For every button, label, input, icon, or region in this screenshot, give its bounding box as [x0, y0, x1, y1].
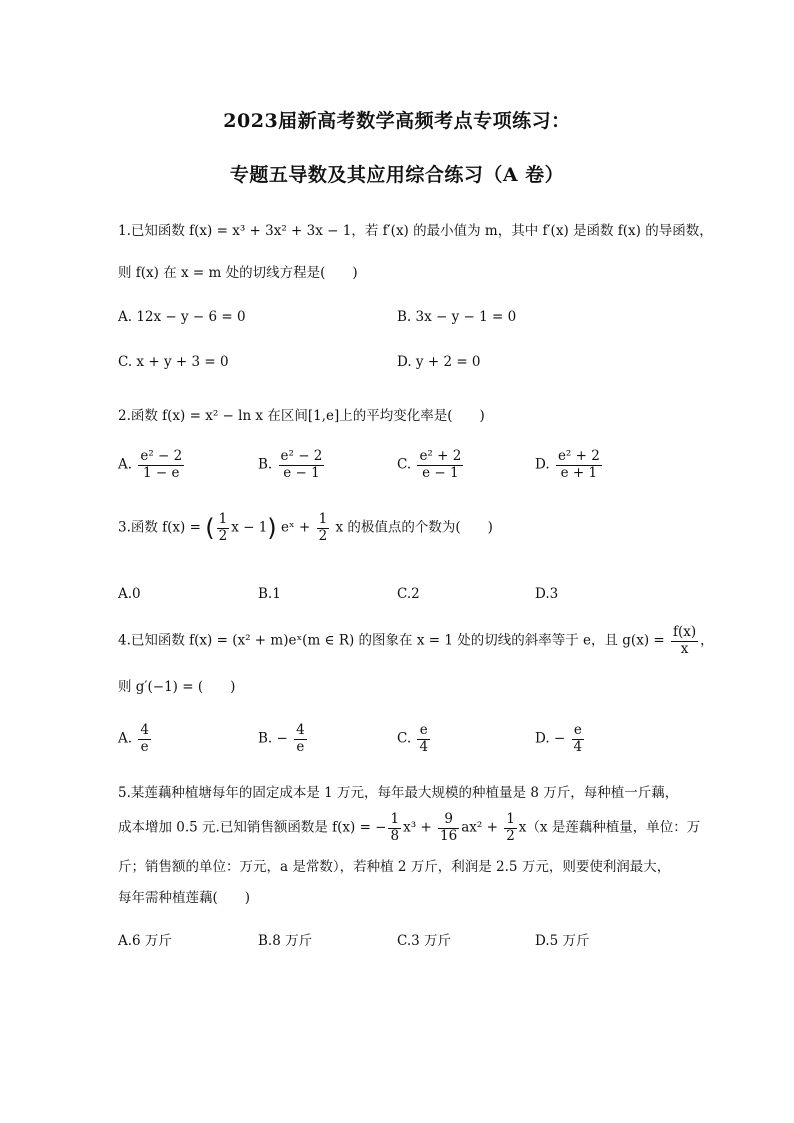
q5-stem-line4: 每年需种植莲藕( ) — [118, 890, 251, 906]
q3-option-d: D.3 — [535, 586, 559, 602]
q2-option-a-denominator: 1 − e — [143, 464, 180, 481]
q2-option-b-denominator: e − 1 — [283, 464, 320, 481]
q3-right-paren: ) — [267, 514, 277, 543]
q2-option-d — [535, 449, 604, 481]
q2-option-a-label: A. — [118, 456, 133, 473]
q3-inner-expression: x − 1 — [231, 519, 268, 536]
q1-option-d: D. y + 2 = 0 — [397, 354, 481, 370]
q4-option-a-fraction — [138, 723, 151, 755]
q3-half-2-numerator: 1 — [318, 511, 328, 527]
q2-option-b-numerator: e² − 2 — [280, 448, 323, 464]
q4-stem-line1 — [118, 625, 714, 657]
q3-option-c: C.2 — [397, 586, 420, 602]
q3-half-fraction-2 — [317, 512, 330, 544]
q3-exponential-term: eˣ + — [280, 519, 311, 536]
q5-fraction-1-numerator: 1 — [390, 811, 400, 827]
q2-option-d-fraction — [556, 449, 602, 481]
q4-option-b — [258, 723, 309, 755]
q5-option-b: B.8 万斤 — [258, 933, 313, 949]
q4-option-d-label: D. − — [535, 730, 566, 747]
q4-option-b-fraction — [294, 723, 307, 755]
q3-stem-prefix: 3.函数 f(x) = — [118, 519, 201, 536]
q3-option-b: B.1 — [258, 586, 281, 602]
q4-option-d-numerator: e — [572, 723, 585, 740]
q4-option-d — [535, 723, 586, 755]
q3-half-2-denominator: 2 — [318, 527, 328, 544]
q2-option-c-fraction — [417, 449, 463, 481]
q3-stem — [118, 512, 493, 544]
q3-option-a: A.0 — [118, 586, 141, 602]
q4-g-numerator: f(x) — [672, 624, 697, 640]
q4-option-c-numerator: e — [417, 723, 430, 740]
q5-option-d: D.5 万斤 — [535, 933, 590, 949]
q4-option-a-denominator: e — [140, 738, 149, 755]
q5-stem-line3: 斤；销售额的单位：万元，a 是常数），若种植 2 万斤，利润是 2.5 万元，则要使利润最大， — [118, 859, 671, 875]
page-title: 2023届新高考数学高频考点专项练习： — [223, 110, 571, 132]
q4-option-d-fraction — [572, 723, 585, 755]
q4-option-b-label: B. − — [258, 730, 288, 747]
q5-line2-suffix: x（x 是莲藕种植量，单位：万 — [518, 819, 701, 836]
q4-stem-line2: 则 g′(−1) = ( ) — [118, 679, 236, 695]
q5-fraction-2-denominator: 16 — [440, 827, 458, 844]
q3-left-paren: ( — [205, 514, 215, 543]
q1-stem-line2: 则 f(x) 在 x = m 处的切线方程是( ) — [118, 265, 358, 281]
q5-option-c: C.3 万斤 — [397, 933, 452, 949]
q2-option-c-denominator: e − 1 — [422, 464, 459, 481]
q4-g-fraction — [671, 625, 698, 657]
q3-half-1-denominator: 2 — [218, 527, 228, 544]
q2-option-d-label: D. — [535, 456, 550, 473]
q2-option-a-fraction — [138, 449, 184, 481]
q1-stem-line1: 1.已知函数 f(x) = x³ + 3x² + 3x − 1，若 f′(x) 的最小值为 m，其中 f′(x) 是函数 f(x) 的导函数， — [118, 223, 713, 239]
q4-g-denominator: x — [680, 640, 689, 657]
q2-stem: 2.函数 f(x) = x² − ln x 在区间[1,e]上的平均变化率是( ) — [118, 408, 485, 424]
q1-option-a: A. 12x − y − 6 = 0 — [118, 309, 246, 325]
q5-line2-term-1: x³ + — [403, 819, 432, 836]
q1-option-b: B. 3x − y − 1 = 0 — [397, 309, 517, 325]
q5-fraction-3 — [504, 812, 517, 844]
q5-fraction-3-denominator: 2 — [506, 827, 515, 844]
q2-option-b — [258, 449, 326, 481]
q2-option-a — [118, 449, 186, 481]
q2-option-c — [397, 449, 465, 481]
q5-fraction-1 — [388, 812, 401, 844]
q2-option-d-denominator: e + 1 — [560, 464, 598, 481]
q2-option-a-numerator: e² − 2 — [140, 448, 183, 464]
q2-option-b-label: B. — [258, 456, 273, 473]
q2-option-c-label: C. — [397, 456, 412, 473]
q4-option-c-fraction — [417, 723, 430, 755]
q5-line2-term-2: ax² + — [461, 819, 498, 836]
q4-option-b-numerator: 4 — [296, 722, 305, 738]
q3-half-1-numerator: 1 — [218, 511, 228, 527]
q4-option-a-numerator: 4 — [140, 722, 149, 738]
q4-option-d-denominator: 4 — [573, 738, 583, 755]
q4-option-c-label: C. — [397, 730, 412, 747]
q5-stem-line2 — [118, 812, 700, 844]
q4-option-b-denominator: e — [296, 738, 305, 755]
q5-option-a: A.6 万斤 — [118, 933, 172, 949]
q3-half-fraction-1 — [217, 512, 230, 544]
q1-option-c: C. x + y + 3 = 0 — [118, 354, 229, 370]
q4-option-c-denominator: 4 — [419, 738, 429, 755]
q5-fraction-3-numerator: 1 — [506, 811, 515, 827]
q4-stem-suffix: ， — [700, 632, 714, 649]
q5-fraction-1-denominator: 8 — [390, 827, 400, 844]
q5-stem-line1: 5.某莲藕种植塘每年的固定成本是 1 万元，每年最大规模的种植量是 8 万斤，每种植一斤藕， — [118, 785, 679, 801]
q3-stem-suffix: x 的极值点的个数为( ) — [335, 519, 493, 536]
q2-option-d-numerator: e² + 2 — [557, 448, 600, 464]
q4-option-a-label: A. — [118, 730, 133, 747]
q4-stem-prefix: 4.已知函数 f(x) = (x² + m)eˣ(m ∈ R) 的图象在 x = 1 处的切线的斜率等于 e，且 g(x) = — [118, 632, 665, 649]
q5-fraction-2 — [438, 812, 459, 844]
q2-option-b-fraction — [279, 449, 325, 481]
q2-option-c-numerator: e² + 2 — [419, 448, 462, 464]
q5-line2-prefix: 成本增加 0.5 元.已知销售额函数是 f(x) = − — [118, 819, 387, 836]
q4-option-a — [118, 723, 153, 755]
page-subtitle: 专题五导数及其应用综合练习（A 卷） — [229, 164, 565, 186]
q4-option-c — [397, 723, 432, 755]
q5-fraction-2-numerator: 9 — [438, 812, 459, 829]
